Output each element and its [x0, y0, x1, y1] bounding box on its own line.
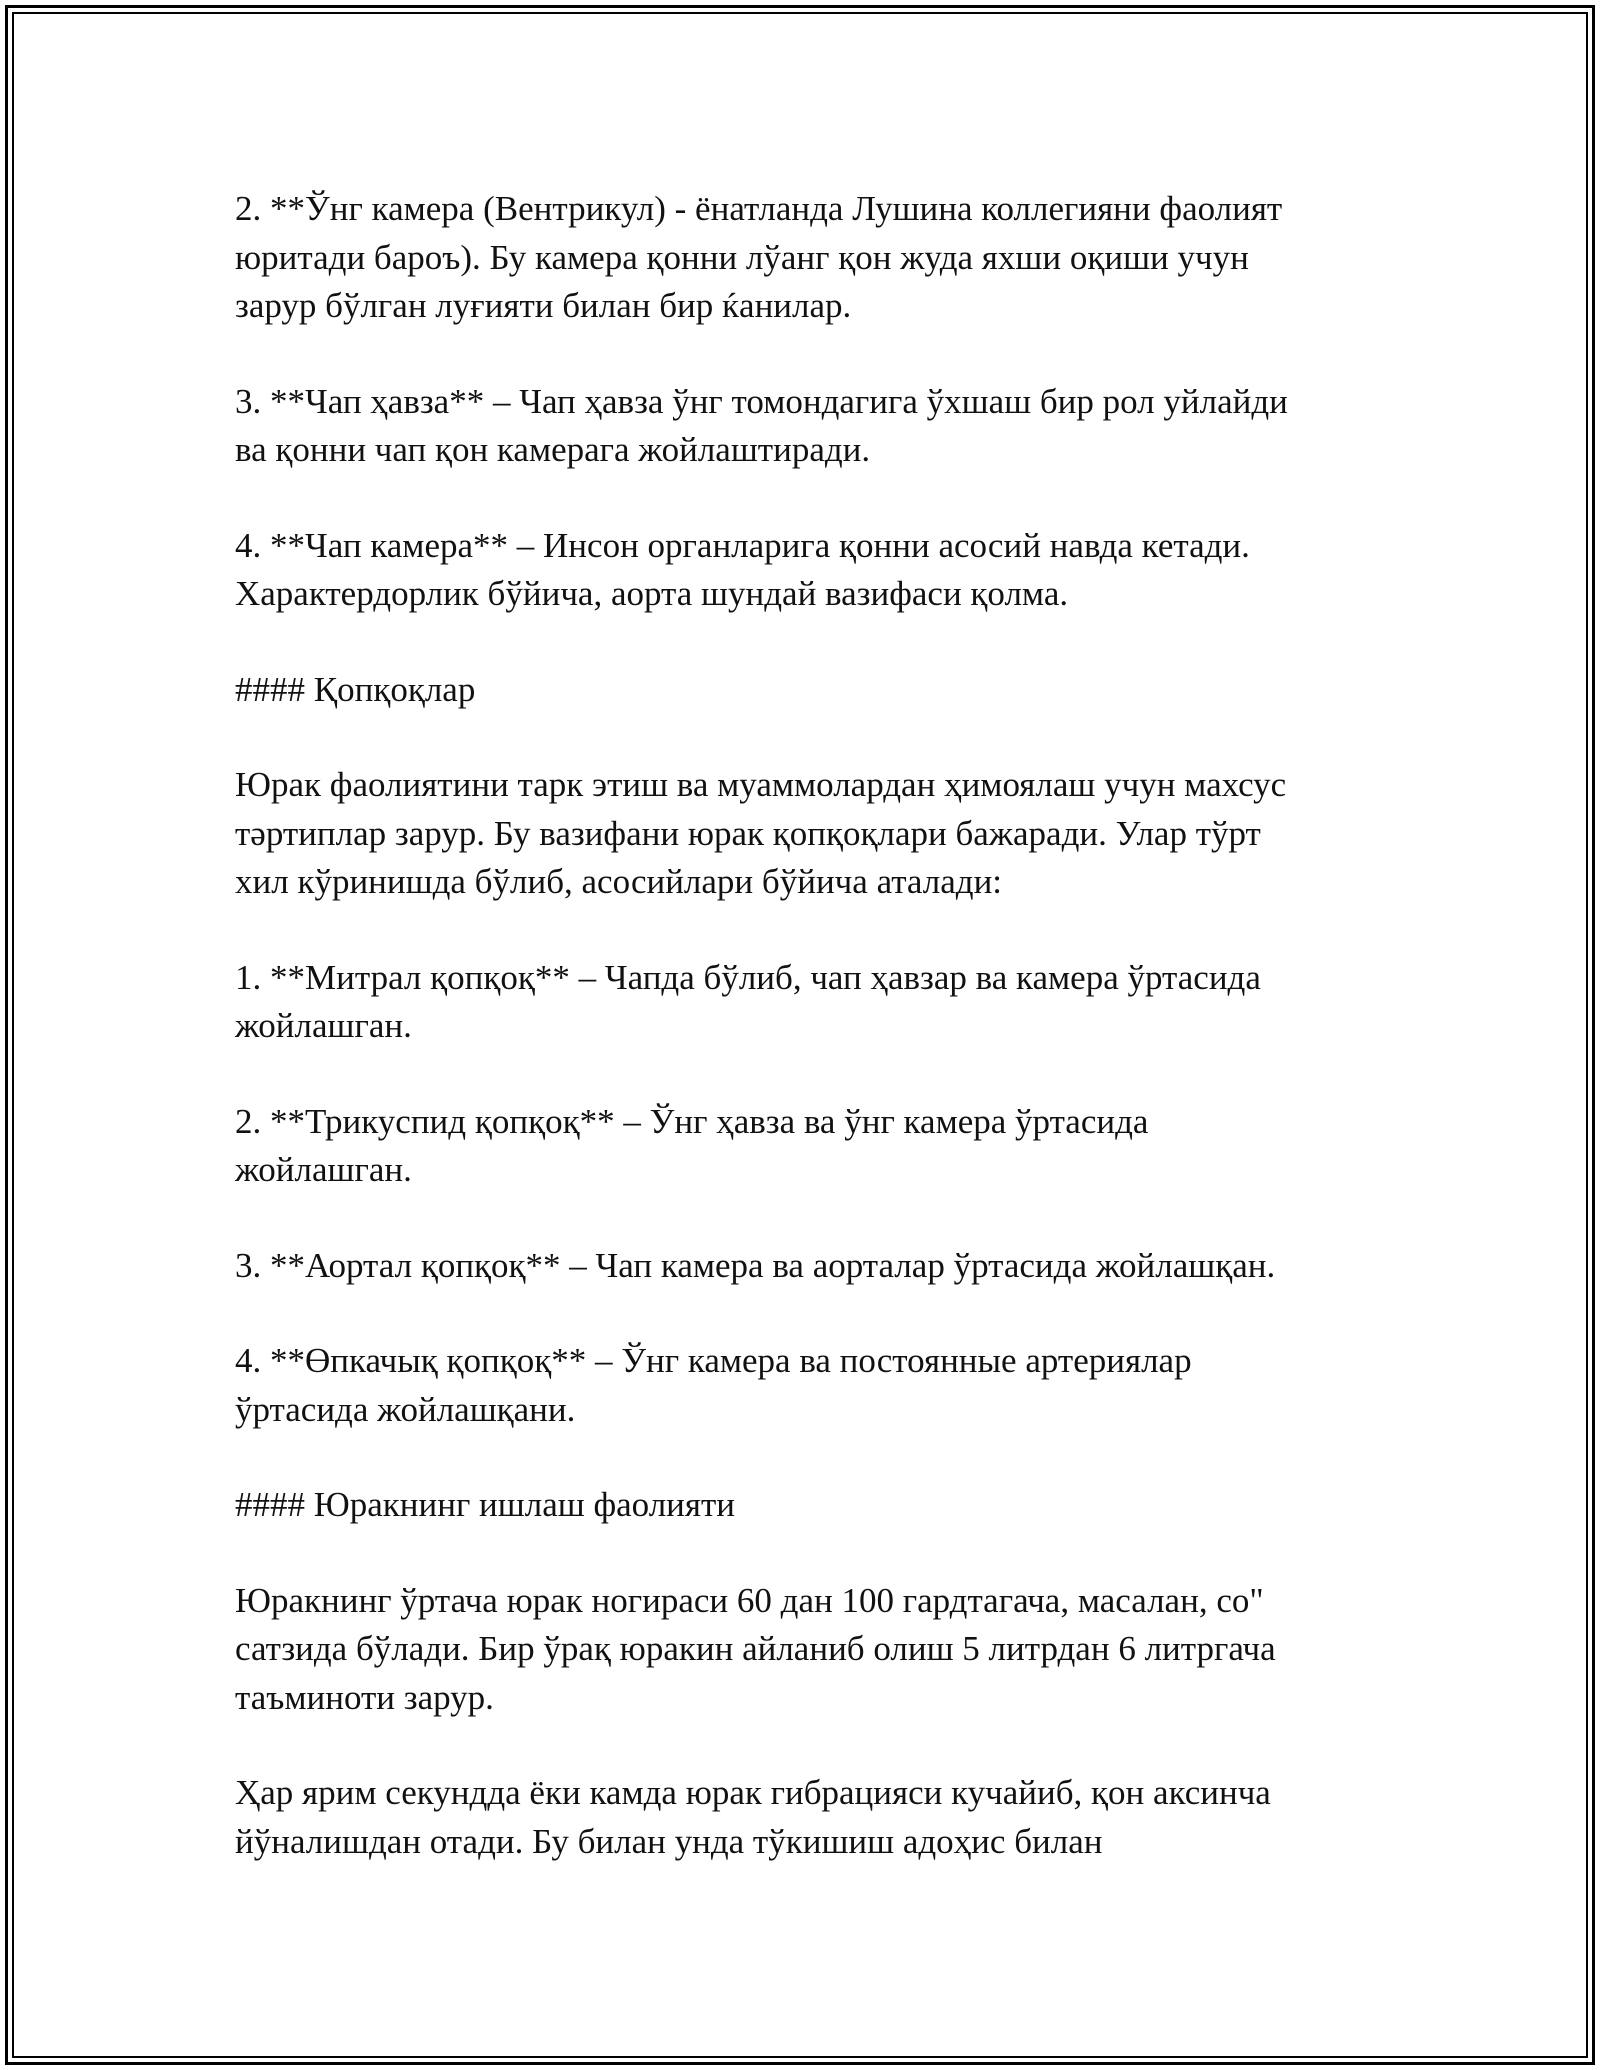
text-line: Ҳар ярим секундда ёки камда юрак гибрацияси кучайиб, қон аксинча	[235, 1773, 1271, 1812]
list-item	[235, 954, 1365, 1051]
text-line: хил кўринишда бўлиб, асосийлари бўйича аталади:	[235, 862, 1003, 901]
text-line: йўналишдан отади. Бу билан унда тўкишиш адоҳис билан	[235, 1821, 1103, 1861]
text-line: 4. **Өпкачық қопқоқ** – Ўнг камера ва постоянные артериялар	[235, 1341, 1192, 1380]
text-line: ўртасида жойлашқани.	[235, 1389, 576, 1429]
text-line: ва қонни чап қон камерага жойлаштиради.	[235, 430, 871, 469]
heading-text: #### Юракнинг ишлаш фаолияти	[235, 1485, 736, 1524]
text-line: Юракнинг ўртача юрак ногираси 60 дан 100 гардтагача, масалан, со"	[235, 1580, 1264, 1620]
text-line: 4. **Чап камера** – Инсон органларига қонни асосий навда кетади.	[235, 525, 1250, 565]
text-line: таъминоти зарур.	[235, 1677, 494, 1717]
text-line: 1. **Митрал қопқоқ** – Чапда бўлиб, чап ҳавзар ва камера ўртасида	[235, 957, 1261, 997]
section-heading	[235, 1481, 1365, 1530]
text-line: зарур бўлган луғияти билан бир ќанилар.	[235, 286, 852, 325]
text-line: 2. **Трикуспид қопқоқ** – Ўнг ҳавза ва ўнг камера ўртасида	[235, 1101, 1149, 1141]
text-line: 3. **Чап ҳавза** – Чап ҳавза ўнг томондагига ўхшаш бир рол уйлайди	[235, 381, 1288, 421]
list-item	[235, 1337, 1365, 1434]
heading-text: #### Қопқоқлар	[235, 669, 476, 709]
text-line: Юрак фаолиятини тарк этиш ва муаммолардан ҳимоялаш учун махсус	[235, 765, 1287, 804]
paragraph	[235, 761, 1365, 907]
text-line: 3. **Аортал қопқоқ** – Чап камера ва аорталар ўртасида жойлашқан.	[235, 1245, 1276, 1285]
list-item	[235, 1242, 1365, 1291]
text-line: жойлашган.	[235, 1150, 412, 1189]
paragraph	[235, 522, 1365, 619]
section-heading	[235, 666, 1365, 715]
paragraph	[235, 1769, 1365, 1866]
document-body	[235, 185, 1365, 1913]
text-line: Характердорлик бўйича, аорта шундай вазифаси қолма.	[235, 574, 1069, 613]
list-item	[235, 1098, 1365, 1195]
paragraph	[235, 1577, 1365, 1723]
text-line: 2. **Ўнг камера (Вентрикул) - ёнатланда Лушина коллегияни фаолият	[235, 189, 1283, 228]
paragraph	[235, 185, 1365, 331]
text-line: жойлашган.	[235, 1006, 412, 1045]
paragraph	[235, 378, 1365, 475]
text-line: тәртиплар зарур. Бу вазифани юрак қопқоқлари бажаради. Улар тўрт	[235, 813, 1261, 853]
text-line: сатзида бўлади. Бир ўрақ юракин айланиб олиш 5 литрдан 6 литргача	[235, 1629, 1276, 1668]
text-line: юритади бароъ). Бу камера қонни лўанг қон жуда яхши оқиши учун	[235, 237, 1249, 277]
